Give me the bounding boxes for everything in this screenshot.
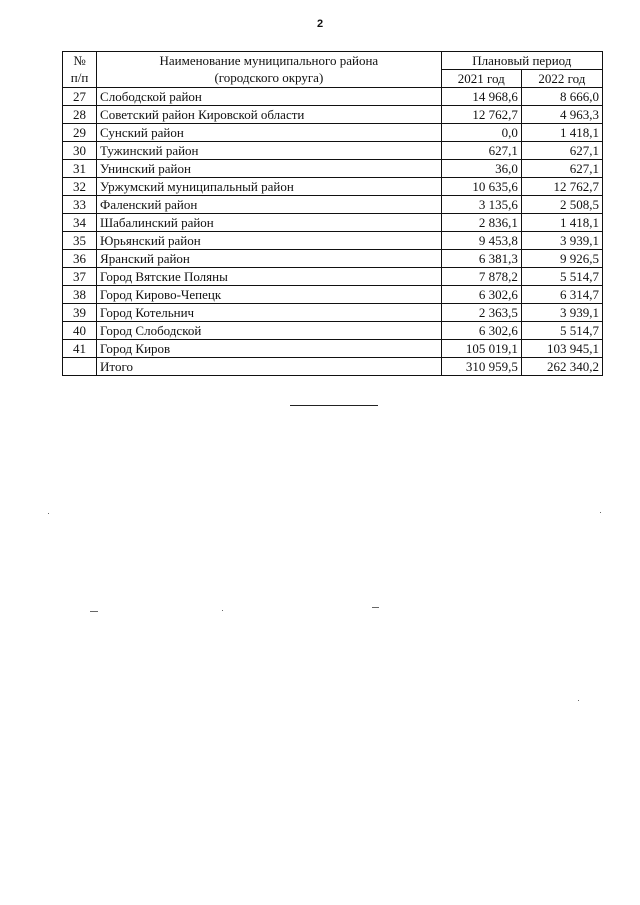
row-number: 36 <box>63 250 97 268</box>
table-row <box>63 142 603 160</box>
row-name: Город Киров <box>97 340 442 358</box>
header-name-line2: (городского округа) <box>214 70 324 85</box>
total-value-2021: 310 959,5 <box>441 358 521 376</box>
row-number: 29 <box>63 124 97 142</box>
row-value-2021: 36,0 <box>441 160 521 178</box>
row-value-2021: 627,1 <box>441 142 521 160</box>
total-number-empty <box>63 358 97 376</box>
row-name: Унинский район <box>97 160 442 178</box>
row-name: Город Слободской <box>97 322 442 340</box>
scan-speck <box>90 611 98 612</box>
table-header <box>63 52 603 88</box>
row-value-2021: 0,0 <box>441 124 521 142</box>
header-year-2021: 2021 год <box>441 70 521 88</box>
row-name: Город Кирово-Чепецк <box>97 286 442 304</box>
scan-speck <box>372 607 379 608</box>
row-name: Город Вятские Поляны <box>97 268 442 286</box>
row-number: 27 <box>63 88 97 106</box>
row-value-2021: 6 302,6 <box>441 322 521 340</box>
table-row <box>63 178 603 196</box>
table-row <box>63 196 603 214</box>
header-row-top <box>63 52 603 70</box>
header-number <box>63 52 97 88</box>
row-value-2022: 103 945,1 <box>521 340 602 358</box>
row-value-2022: 3 939,1 <box>521 232 602 250</box>
scan-speck <box>48 513 49 514</box>
row-value-2021: 14 968,6 <box>441 88 521 106</box>
table-row <box>63 160 603 178</box>
row-number: 38 <box>63 286 97 304</box>
row-value-2021: 3 135,6 <box>441 196 521 214</box>
header-name <box>97 52 442 88</box>
total-value-2022: 262 340,2 <box>521 358 602 376</box>
row-number: 30 <box>63 142 97 160</box>
table-row <box>63 124 603 142</box>
row-value-2021: 10 635,6 <box>441 178 521 196</box>
table-row <box>63 88 603 106</box>
row-name: Советский район Кировской области <box>97 106 442 124</box>
row-number: 28 <box>63 106 97 124</box>
row-name: Тужинский район <box>97 142 442 160</box>
table-row <box>63 268 603 286</box>
row-value-2022: 5 514,7 <box>521 322 602 340</box>
row-value-2021: 2 363,5 <box>441 304 521 322</box>
row-value-2021: 6 381,3 <box>441 250 521 268</box>
header-number-line2: п/п <box>70 70 89 85</box>
row-number: 39 <box>63 304 97 322</box>
row-value-2022: 627,1 <box>521 160 602 178</box>
table-row <box>63 340 603 358</box>
scan-speck <box>600 512 601 513</box>
row-value-2022: 4 963,3 <box>521 106 602 124</box>
table-row <box>63 250 603 268</box>
row-value-2022: 12 762,7 <box>521 178 602 196</box>
header-name-line1: Наименование муниципального района <box>159 53 379 68</box>
row-value-2022: 9 926,5 <box>521 250 602 268</box>
row-name: Шабалинский район <box>97 214 442 232</box>
row-value-2022: 5 514,7 <box>521 268 602 286</box>
total-row <box>63 358 603 376</box>
row-name: Слободской район <box>97 88 442 106</box>
total-label: Итого <box>97 358 442 376</box>
row-number: 35 <box>63 232 97 250</box>
table-row <box>63 232 603 250</box>
row-number: 34 <box>63 214 97 232</box>
row-number: 32 <box>63 178 97 196</box>
row-name: Уржумский муниципальный район <box>97 178 442 196</box>
row-value-2022: 1 418,1 <box>521 214 602 232</box>
header-planning-period: Плановый период <box>441 52 602 70</box>
row-name: Сунский район <box>97 124 442 142</box>
table-body <box>63 88 603 376</box>
row-value-2021: 12 762,7 <box>441 106 521 124</box>
end-of-table-rule <box>290 405 378 406</box>
header-year-2022: 2022 год <box>521 70 602 88</box>
table-row <box>63 214 603 232</box>
row-value-2021: 105 019,1 <box>441 340 521 358</box>
page-number: 2 <box>316 18 324 30</box>
table-row <box>63 304 603 322</box>
row-value-2021: 6 302,6 <box>441 286 521 304</box>
row-value-2022: 2 508,5 <box>521 196 602 214</box>
header-number-line1: № <box>73 53 86 68</box>
table-row <box>63 286 603 304</box>
row-number: 37 <box>63 268 97 286</box>
row-name: Юрьянский район <box>97 232 442 250</box>
table-row <box>63 106 603 124</box>
row-name: Город Котельнич <box>97 304 442 322</box>
scan-speck <box>222 610 223 611</box>
row-value-2022: 1 418,1 <box>521 124 602 142</box>
row-number: 41 <box>63 340 97 358</box>
row-value-2022: 6 314,7 <box>521 286 602 304</box>
row-value-2022: 3 939,1 <box>521 304 602 322</box>
table-row <box>63 322 603 340</box>
row-number: 31 <box>63 160 97 178</box>
scan-speck <box>578 700 579 701</box>
row-name: Яранский район <box>97 250 442 268</box>
row-value-2021: 7 878,2 <box>441 268 521 286</box>
row-number: 40 <box>63 322 97 340</box>
budget-table <box>62 51 603 376</box>
row-value-2021: 9 453,8 <box>441 232 521 250</box>
row-value-2022: 627,1 <box>521 142 602 160</box>
row-name: Фаленский район <box>97 196 442 214</box>
row-value-2022: 8 666,0 <box>521 88 602 106</box>
row-number: 33 <box>63 196 97 214</box>
row-value-2021: 2 836,1 <box>441 214 521 232</box>
